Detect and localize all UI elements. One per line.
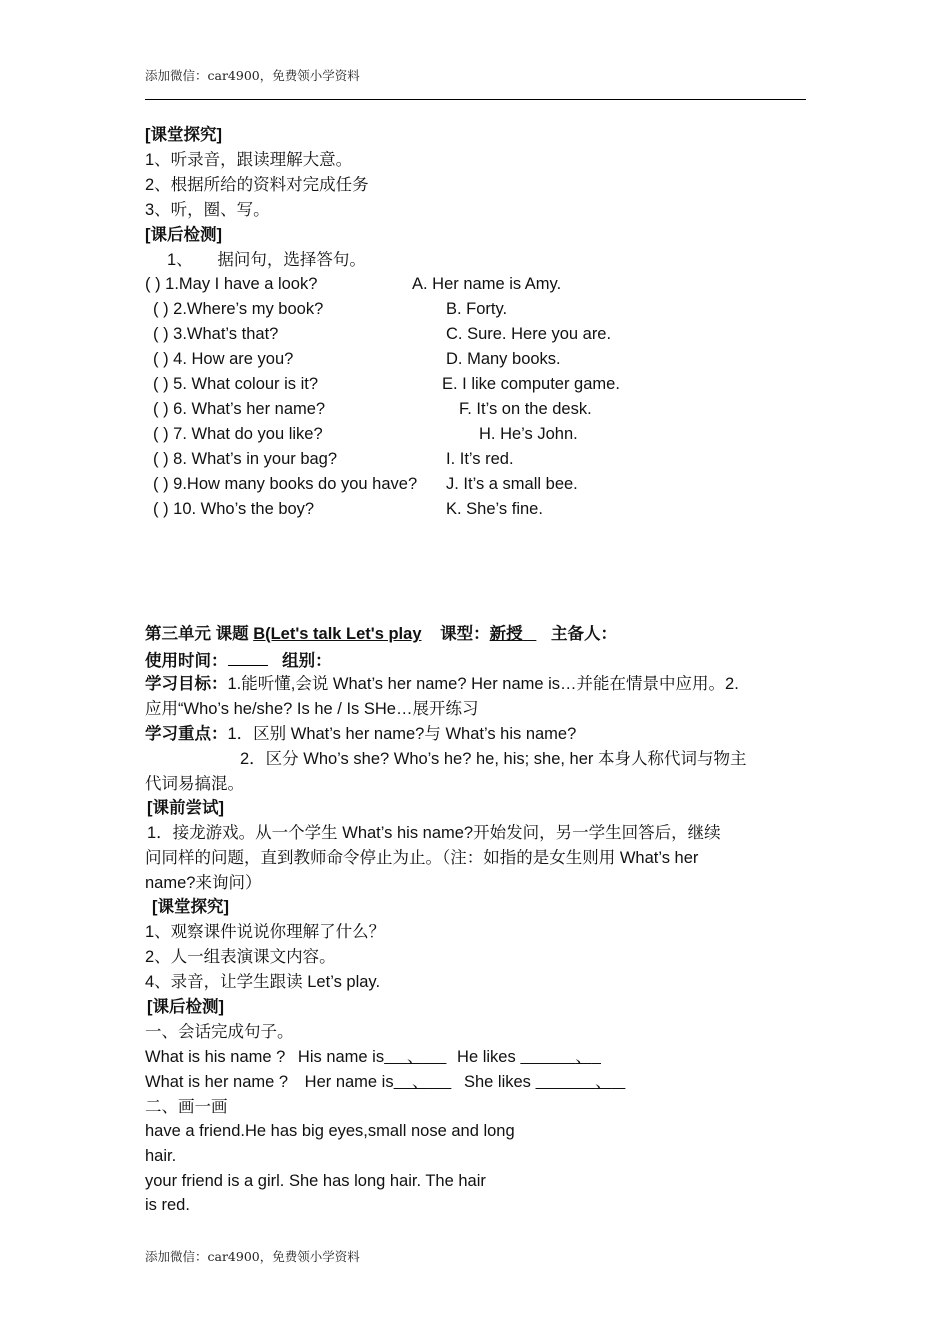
- focus-item: 1．区别 What’s her name?与 What’s his name?: [227, 725, 577, 743]
- time-blank: [228, 650, 268, 666]
- answer-prefix: His name is: [297, 1048, 385, 1066]
- fill-blank: 、: [595, 1073, 612, 1091]
- answer-option: E. I like computer game.: [442, 375, 620, 393]
- goal-line: [145, 674, 739, 694]
- section-heading-explore: [课堂探究]: [145, 126, 222, 144]
- question-item: ( ) 4. How are you?: [153, 350, 294, 368]
- focus-item: 2．区分 Who’s she? Who’s he? he, his; she, her 本身人称代词与物主: [240, 750, 747, 768]
- goal-text-cont: 应用“Who’s he/she? Is he / Is SHe…展开练习: [145, 700, 479, 718]
- question-item: ( ) 7. What do you like?: [153, 425, 323, 443]
- question-item: ( ) 5. What colour is it?: [153, 375, 319, 393]
- question-item: ( ) 2.Where’s my book?: [153, 300, 324, 318]
- pre-text: 1．接龙游戏。从一个学生 What’s his name?开始发问，另一学生回答后，继续: [147, 824, 721, 842]
- answer-option: A. Her name is Amy.: [412, 275, 562, 293]
- explore-item: 2、人一组表演课文内容。: [145, 948, 336, 966]
- answer-option: I. It’s red.: [446, 450, 514, 468]
- draw-text: is red.: [145, 1196, 190, 1214]
- time-group-line: [145, 650, 332, 671]
- answer-option: F. It’s on the desk.: [459, 400, 592, 418]
- section-heading-explore-2: [课堂探究]: [152, 898, 229, 916]
- question-item: ( ) 8. What’s in your bag?: [153, 450, 338, 468]
- type-value: 新授: [489, 625, 523, 643]
- lesson-topic: B(Let's talk Let's play: [253, 625, 422, 643]
- goal-text: 1.能听懂,会说 What’s her name? Her name is…并能在情景中应用。2.: [227, 675, 739, 693]
- answer-option: H. He’s John.: [479, 425, 578, 443]
- section-heading-pre: [课前尝试]: [147, 799, 224, 817]
- page-footer: 添加微信：car4900，免费领小学资料: [145, 1249, 360, 1264]
- focus-label: 学习重点：: [145, 725, 228, 743]
- explore-item: 2、根据所给的资料对完成任务: [145, 176, 369, 194]
- answer-option: K. She’s fine.: [446, 500, 543, 518]
- answer-option: D. Many books.: [446, 350, 561, 368]
- test-instruction: 1、 据问句，选择答句。: [167, 251, 366, 269]
- question-item: ( ) 6. What’s her name?: [153, 400, 326, 418]
- exercise-line: [145, 1047, 601, 1067]
- answer-prefix: Her name is: [304, 1073, 394, 1091]
- fill-blank: 、: [407, 1048, 424, 1066]
- draw-text: your friend is a girl. She has long hair. The hair: [145, 1172, 486, 1190]
- page-header: 添加微信：car4900，免费领小学资料: [145, 68, 360, 83]
- fill-blank: 、: [411, 1073, 429, 1091]
- likes-label: She likes: [463, 1073, 531, 1091]
- pre-text: name?来询问）: [145, 874, 262, 892]
- time-label: 使用时间：: [145, 652, 228, 670]
- draw-text: have a friend.He has big eyes,small nose and long: [145, 1122, 515, 1140]
- goal-label: 学习目标：: [145, 675, 228, 693]
- question-item: ( ) 10. Who’s the boy?: [153, 500, 315, 518]
- question-item: ( ) 1.May I have a look?: [145, 275, 318, 293]
- draw-text: hair.: [145, 1147, 177, 1165]
- exercise-line: [145, 1072, 625, 1092]
- question-text: What is her name ?: [145, 1073, 289, 1091]
- explore-item: 4、录音，让学生跟读 Let’s play.: [145, 973, 381, 991]
- header-rule: [145, 99, 806, 100]
- section-heading-test: [课后检测]: [145, 226, 222, 244]
- likes-label: He likes: [457, 1048, 516, 1066]
- type-label: 课型：: [440, 625, 490, 643]
- section-heading-test-2: [课后检测]: [147, 998, 224, 1016]
- preparer-label: 主备人：: [550, 625, 617, 643]
- explore-item: 1、听录音，跟读理解大意。: [145, 151, 353, 169]
- explore-item: 3、听，圈、写。: [145, 201, 270, 219]
- unit-title-line: [145, 624, 617, 644]
- group-label: 组别：: [282, 652, 332, 670]
- question-item: ( ) 9.How many books do you have?: [153, 475, 418, 493]
- exercise-title: 一、会话完成句子。: [145, 1023, 294, 1041]
- fill-blank: 、: [575, 1048, 592, 1066]
- focus-line: [145, 724, 576, 744]
- answer-option: J. It’s a small bee.: [446, 475, 578, 493]
- exercise-title: 二、画一画: [145, 1098, 228, 1116]
- pre-text: 问同样的问题，直到教师命令停止为止。（注：如指的是女生则用 What’s her: [145, 849, 699, 867]
- answer-option: B. Forty.: [446, 300, 508, 318]
- explore-item: 1、观察课件说说你理解了什么？: [145, 923, 386, 941]
- unit-label: 第三单元 课题: [145, 625, 249, 643]
- answer-option: C. Sure. Here you are.: [446, 325, 612, 343]
- question-text: What is his name ?: [145, 1048, 286, 1066]
- question-item: ( ) 3.What’s that?: [153, 325, 279, 343]
- focus-item-cont: 代词易搞混。: [145, 775, 244, 793]
